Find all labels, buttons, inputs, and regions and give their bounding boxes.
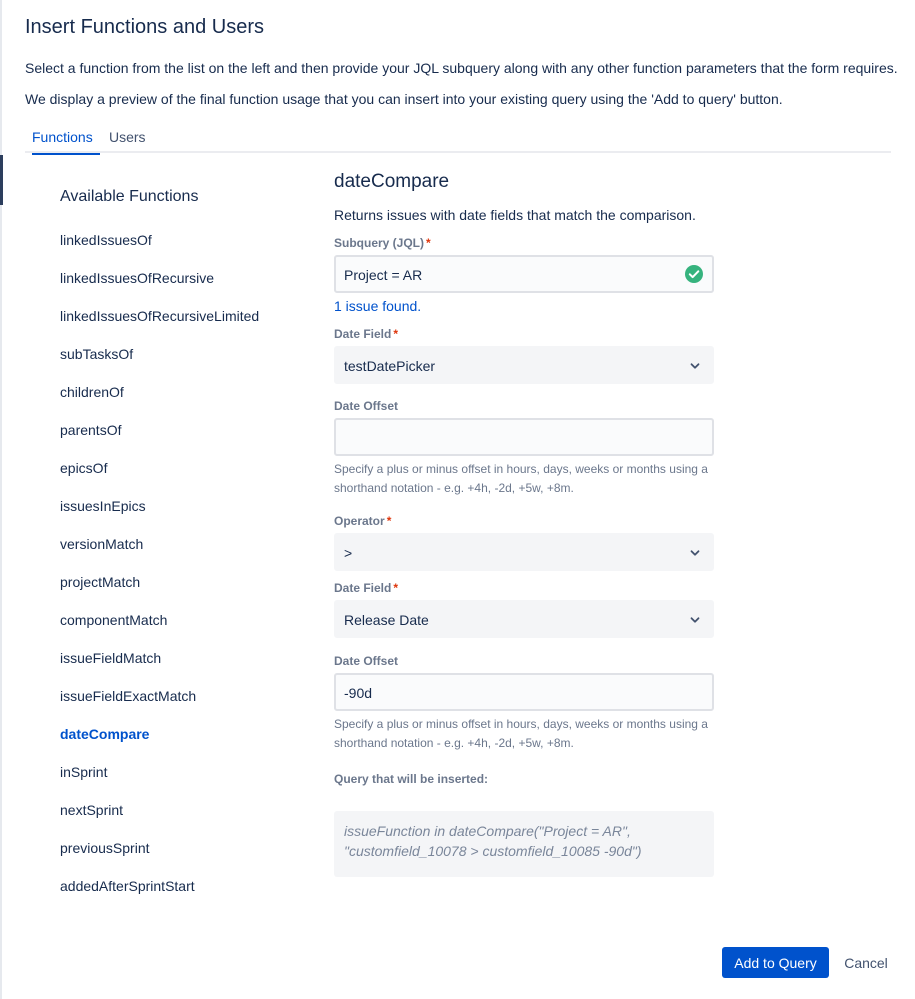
function-item-epicsof[interactable]: epicsOf — [60, 460, 108, 476]
function-item-subtasksof[interactable]: subTasksOf — [60, 346, 134, 362]
subquery-input[interactable] — [334, 255, 714, 293]
date-offset-1-label: Date Offset — [334, 399, 399, 413]
date-field-2-value: Release Date — [344, 612, 429, 628]
function-description: Returns issues with date fields that match the comparison. — [334, 207, 696, 223]
function-item-issuefieldmatch[interactable]: issueFieldMatch — [60, 650, 162, 666]
subquery-value: Project = AR — [344, 267, 423, 283]
operator-label — [334, 514, 391, 528]
function-item-parentsof[interactable]: parentsOf — [60, 422, 122, 438]
date-offset-2-input[interactable] — [334, 673, 714, 711]
operator-value: > — [344, 545, 353, 561]
chevron-down-icon — [688, 359, 702, 373]
function-item-linkedissuesofrecursive[interactable]: linkedIssuesOfRecursive — [60, 270, 215, 286]
required-mark: * — [393, 581, 399, 595]
tab-bar — [25, 129, 891, 153]
date-field-1-value: testDatePicker — [344, 358, 436, 374]
tab-functions[interactable]: Functions — [25, 129, 100, 153]
date-field-1-label — [334, 327, 398, 341]
chevron-down-icon — [688, 546, 702, 560]
date-offset-1-help: Specify a plus or minus offset in hours, days, weeks or months using a shorthand notation - e.g. +4h, -2d, +5w, +8m. — [334, 462, 708, 495]
operator-select[interactable] — [334, 533, 714, 571]
query-preview: issueFunction in dateCompare("Project = AR", "customfield_10078 > customfield_10085 -90d") — [334, 811, 714, 877]
function-item-componentmatch[interactable]: componentMatch — [60, 612, 168, 628]
date-field-2-label — [334, 581, 398, 595]
required-mark: * — [393, 327, 399, 341]
function-title: dateCompare — [334, 171, 450, 192]
available-functions-title: Available Functions — [60, 188, 199, 205]
date-field-2-label-text: Date Field — [334, 581, 392, 595]
left-edge — [0, 0, 2, 999]
dialog-title: Insert Functions and Users — [25, 16, 264, 38]
operator-label-text: Operator — [334, 514, 385, 528]
date-offset-1-input[interactable] — [334, 418, 714, 456]
function-item-previoussprint[interactable]: previousSprint — [60, 840, 150, 856]
left-edge-marker — [0, 155, 3, 205]
dialog-description-2: We display a preview of the final function usage that you can insert into your existing query using the 'Add to query' button. — [25, 91, 783, 107]
function-item-versionmatch[interactable]: versionMatch — [60, 536, 144, 552]
function-list — [60, 232, 259, 916]
date-offset-2-value: -90d — [344, 685, 373, 701]
date-field-2-select[interactable] — [334, 600, 714, 638]
add-to-query-button[interactable]: Add to Query — [722, 947, 829, 978]
query-preview-label: Query that will be inserted: — [334, 772, 489, 786]
chevron-down-icon — [688, 613, 702, 627]
date-offset-2-label: Date Offset — [334, 654, 399, 668]
required-mark: * — [426, 236, 431, 250]
function-item-linkedissuesofrecursivelimited[interactable]: linkedIssuesOfRecursiveLimited — [60, 308, 260, 324]
dialog-description-1: Select a function from the list on the left and then provide your JQL subquery along with any other function parameters that the form requires. — [25, 60, 898, 76]
cancel-button[interactable]: Cancel — [837, 947, 895, 978]
function-item-addedaftersprintstart[interactable]: addedAfterSprintStart — [60, 878, 195, 894]
date-field-1-select[interactable] — [334, 346, 714, 384]
function-item-nextsprint[interactable]: nextSprint — [60, 802, 124, 818]
check-circle-icon — [684, 264, 704, 284]
required-mark: * — [386, 514, 392, 528]
function-item-linkedissuesof[interactable]: linkedIssuesOf — [60, 232, 152, 248]
function-item-issuefieldexactmatch[interactable]: issueFieldExactMatch — [60, 688, 197, 704]
function-item-childrenof[interactable]: childrenOf — [60, 384, 124, 400]
function-item-projectmatch[interactable]: projectMatch — [60, 574, 141, 590]
function-item-issuesinepics[interactable]: issuesInEpics — [60, 498, 146, 514]
tab-users[interactable]: Users — [109, 129, 146, 145]
subquery-label — [334, 236, 431, 250]
date-field-1-label-text: Date Field — [334, 327, 392, 341]
date-offset-2-help: Specify a plus or minus offset in hours, days, weeks or months using a shorthand notation - e.g. +4h, -2d, +5w, +8m. — [334, 717, 708, 750]
issues-found-link[interactable]: 1 issue found. — [334, 298, 422, 314]
subquery-label-text: Subquery (JQL) — [334, 236, 425, 250]
function-item-datecompare[interactable]: dateCompare — [60, 726, 150, 742]
function-item-insprint[interactable]: inSprint — [60, 764, 108, 780]
